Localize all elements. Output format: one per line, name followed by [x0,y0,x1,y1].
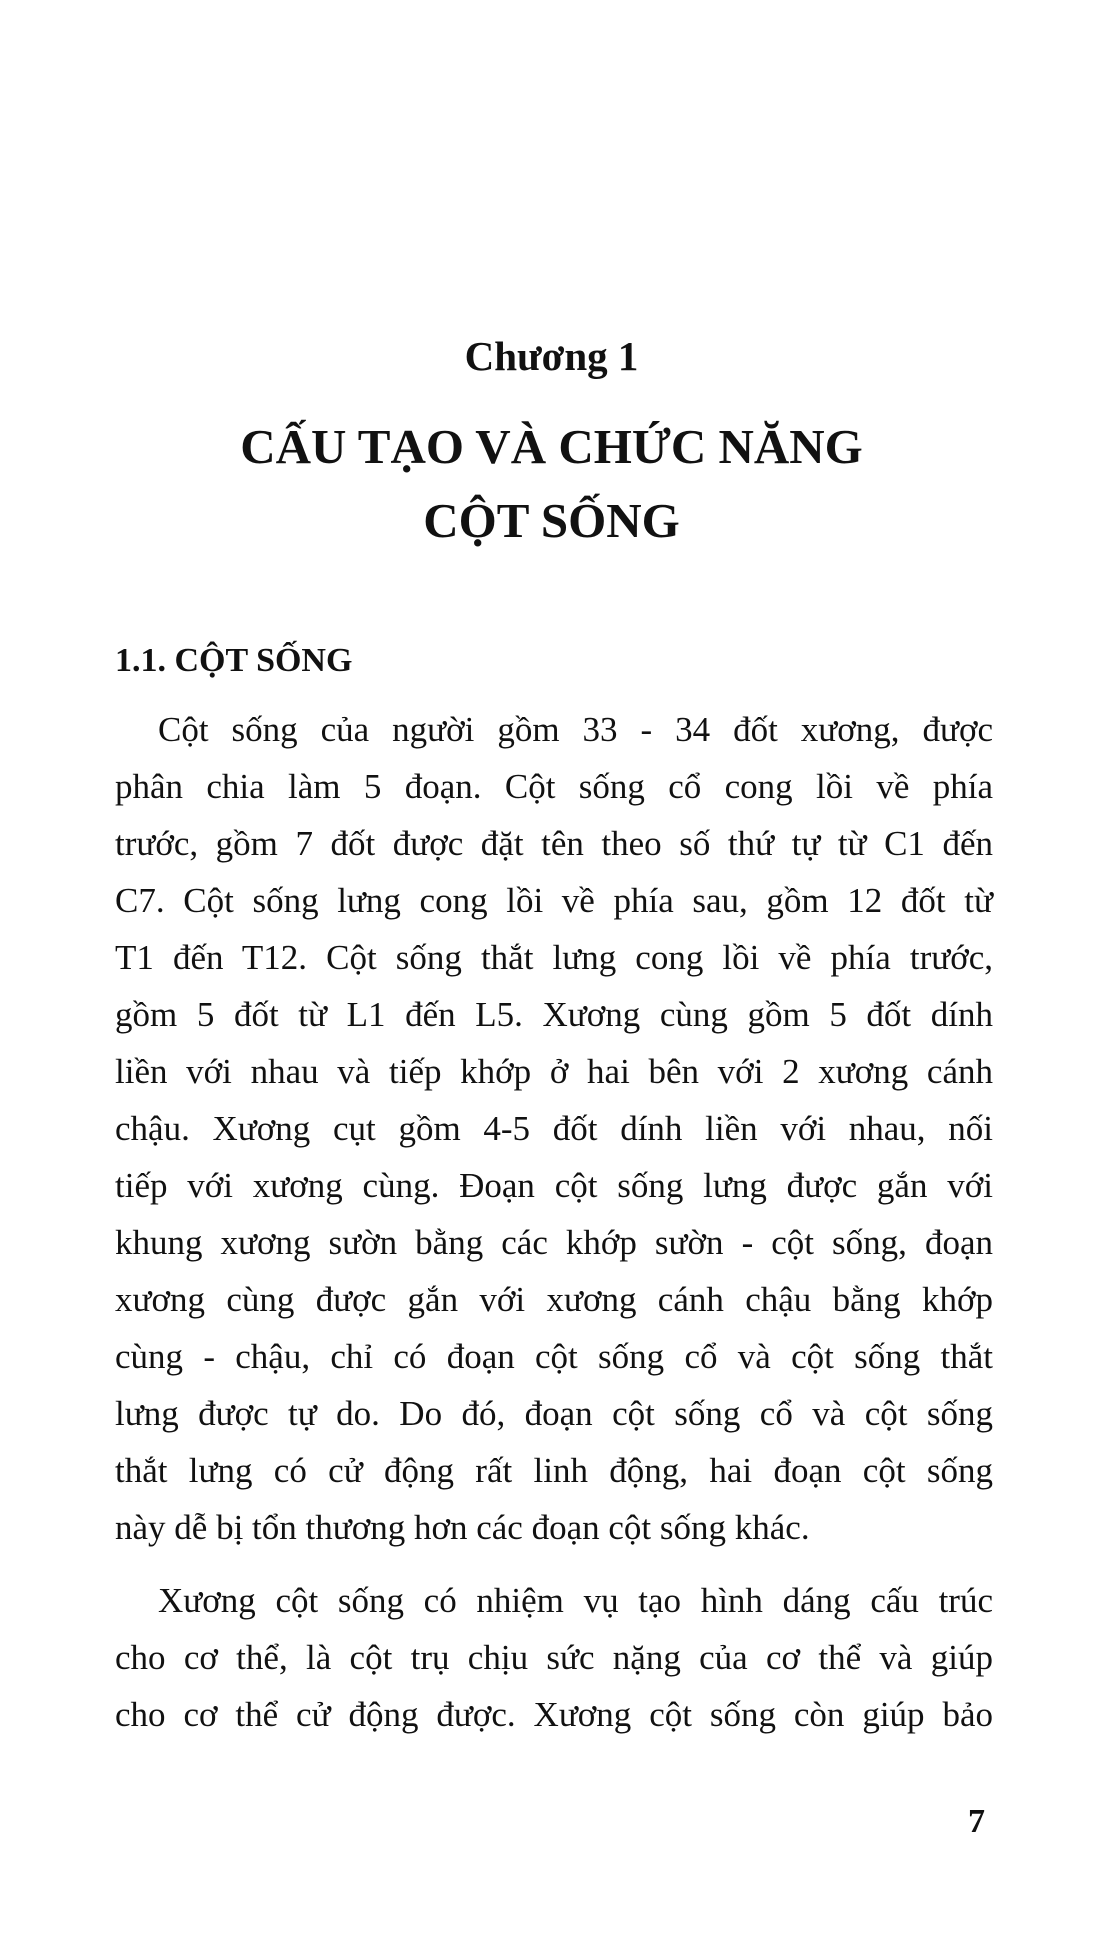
paragraph-line: thắt lưng có cử động rất linh động, hai đoạn cột sống [115,1451,993,1490]
section-heading: 1.1. CỘT SỐNG [115,642,353,679]
paragraph-line: T1 đến T12. Cột sống thắt lưng cong lồi về phía trước, [115,938,993,977]
paragraph-line: C7. Cột sống lưng cong lồi về phía sau, gồm 12 đốt từ [115,881,993,920]
paragraph-line: cùng - chậu, chỉ có đoạn cột sống cổ và cột sống thắt [115,1337,993,1376]
paragraph-line: liền với nhau và tiếp khớp ở hai bên với 2 xương cánh [115,1052,993,1091]
paragraph-line: cho cơ thể, là cột trụ chịu sức nặng của cơ thể và giúp [115,1638,993,1677]
paragraph-line: này dễ bị tổn thương hơn các đoạn cột sống khác. [115,1508,810,1547]
paragraph-line: Xương cột sống có nhiệm vụ tạo hình dáng cấu trúc [158,1581,993,1620]
paragraph-line: gồm 5 đốt từ L1 đến L5. Xương cùng gồm 5 đốt dính [115,995,993,1034]
paragraph-line: cho cơ thể cử động được. Xương cột sống còn giúp bảo [115,1695,993,1734]
chapter-title [0,410,1103,558]
paragraph-line: tiếp với xương cùng. Đoạn cột sống lưng được gắn với [115,1166,993,1205]
paragraph-line: Cột sống của người gồm 33 - 34 đốt xương, được [158,710,993,749]
paragraph-line: lưng được tự do. Do đó, đoạn cột sống cổ và cột sống [115,1394,993,1433]
page-number: 7 [968,1803,985,1840]
paragraph-line: khung xương sườn bằng các khớp sườn - cột sống, đoạn [115,1223,993,1262]
chapter-label: Chương 1 [464,333,639,379]
paragraph-line: xương cùng được gắn với xương cánh chậu bằng khớp [115,1280,993,1319]
paragraph-line: chậu. Xương cụt gồm 4-5 đốt dính liền với nhau, nối [115,1109,993,1148]
chapter-title-line: CẤU TẠO VÀ CHỨC NĂNG [240,419,863,474]
paragraph-line: trước, gồm 7 đốt được đặt tên theo số thứ tự từ C1 đến [115,824,993,863]
chapter-title-line: CỘT SỐNG [423,493,680,548]
paragraph-line: phân chia làm 5 đoạn. Cột sống cổ cong lồi về phía [115,767,993,806]
